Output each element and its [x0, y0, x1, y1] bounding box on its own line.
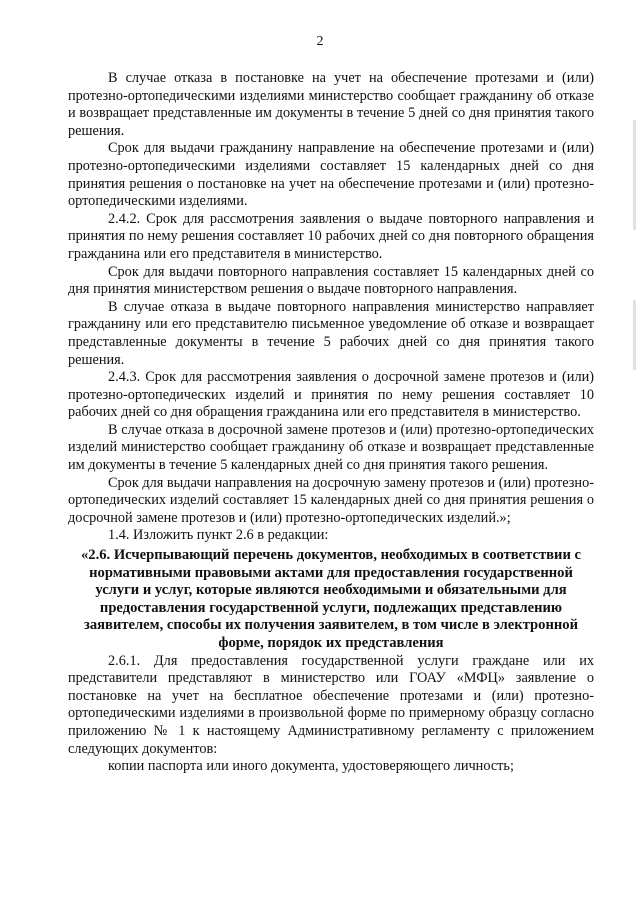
paragraph: 2.4.3. Срок для рассмотрения заявления о досрочной замене протезов и (или) протезно-ортопедических изделий и принятия по нему решения составляет 10 рабочих дней со дня обращения гражданина или его представителя в министерство.	[68, 369, 594, 421]
paragraph: Срок для выдачи повторного направления составляет 15 календарных дней со дня принятия министерством решения о выдаче повторного направления.	[68, 263, 594, 298]
paragraph: В случае отказа в досрочной замене протезов и (или) протезно-ортопедических изделий министерство сообщает гражданину об отказе и возвращает представленные им документы в течение 5 календарных дней со дня принятия такого решения.	[68, 421, 594, 474]
paragraph: копии паспорта или иного документа, удостоверяющего личность;	[108, 758, 514, 775]
scan-edge-mark	[633, 300, 636, 370]
paragraph: 2.6.1. Для предоставления государственной услуги граждане или их представители представляют в министерство или ГОАУ «МФЦ» заявление о постановке на учет на бесплатное обеспечение протезами и (или) протезно-ортопедическими изделиями в произвольной форме по примерному образцу согласно приложению № 1 к настоящему Административному регламенту с приложением следующих документов:	[68, 652, 594, 757]
scan-edge-mark	[633, 120, 636, 230]
document-body	[68, 70, 594, 776]
page-number: 2	[316, 34, 324, 49]
paragraph: 1.4. Изложить пункт 2.6 в редакции:	[108, 527, 329, 544]
section-heading: «2.6. Исчерпывающий перечень документов, необходимых в соответствии с нормативными правовыми актами для предоставления государственной услуги и услуг, которые являются необходимыми и обязательными для предоставления государственной услуги, подлежащих представлению заявителем, способы их получения заявителем, в том числе в электронной форме, порядок их представления	[81, 547, 581, 651]
paragraph: В случае отказа в выдаче повторного направления министерство направляет гражданину или его представителю письменное уведомление об отказе и возвращает представленные документы в течение 5 рабочих дней со дня принятия такого решения.	[68, 298, 594, 368]
paragraph: Срок для выдачи гражданину направление на обеспечение протезами и (или) протезно-ортопедическими изделиями составляет 15 календарных дней со дня принятия решения о постановке на учет на обеспечение протезами и (или) протезно-ортопедическими изделиями.	[68, 140, 594, 210]
paragraph: Срок для выдачи направления на досрочную замену протезов и (или) протезно-ортопедических изделий составляет 15 календарных дней со дня принятия решения о досрочной замене протезов и (или) протезно-ортопедических изделий.»;	[68, 474, 594, 526]
paragraph: В случае отказа в постановке на учет на обеспечение протезами и (или) протезно-ортопедическими изделиями министерство сообщает гражданину об отказе и возвращает представленные им документы в течение 5 дней со дня принятия такого решения.	[68, 70, 594, 139]
paragraph: 2.4.2. Срок для рассмотрения заявления о выдаче повторного направления и принятия по нему решения составляет 10 рабочих дней со дня повторного обращения гражданина или его представителя в министерство.	[68, 210, 594, 262]
